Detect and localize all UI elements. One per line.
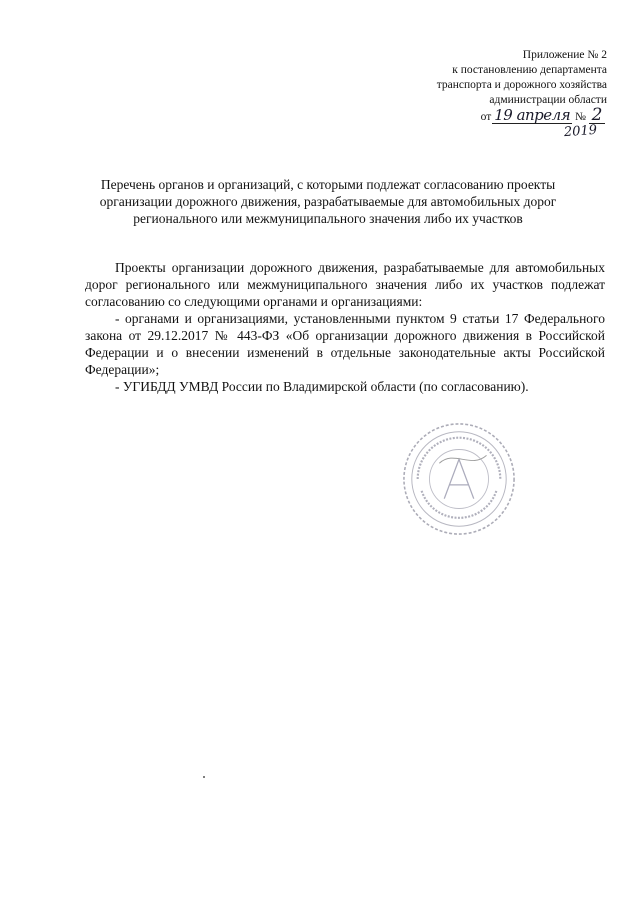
round-seal-icon (400, 420, 518, 538)
document-body (85, 259, 605, 395)
appendix-line-2: к постановлению департамента (452, 64, 607, 76)
handwritten-number: 2 (589, 108, 605, 124)
number-label: № (575, 111, 586, 123)
paragraph-3: - УГИБДД УМВД России по Владимирской области (по согласованию). (115, 379, 529, 394)
appendix-header (436, 48, 607, 141)
appendix-label: Приложение № 2 (522, 49, 607, 61)
paragraph-1: Проекты организации дорожного движения, разрабатываемые для автомобильных дорог регионального или межмуниципального значения либо их участков подлежат согласованию со следующими органами и организациями: (85, 260, 605, 309)
stray-mark (203, 776, 205, 778)
paragraph-2: - органами и организациями, установленными пунктом 9 статьи 17 Федерального закона от 29.12.2017 № 443-ФЗ «Об организации дорожного движения в Российской Федерации и о внесении изменений в отдельные законодательные акты Российской Федерации»; (85, 311, 605, 377)
handwritten-date: 19 апреля (494, 106, 571, 124)
document-title: Перечень органов и организаций, с которыми подлежат согласованию проекты организации дорожного движения, разрабатываемые для автомобильных дорог регионального или межмуниципального значения либо их участков (99, 177, 557, 226)
date-number-line (437, 105, 607, 141)
appendix-line-3: транспорта и дорожного хозяйства (436, 79, 607, 91)
appendix-line-4: администрации области (489, 94, 607, 106)
date-prefix: от (480, 111, 492, 123)
handwritten-year: 2019 (563, 122, 598, 141)
